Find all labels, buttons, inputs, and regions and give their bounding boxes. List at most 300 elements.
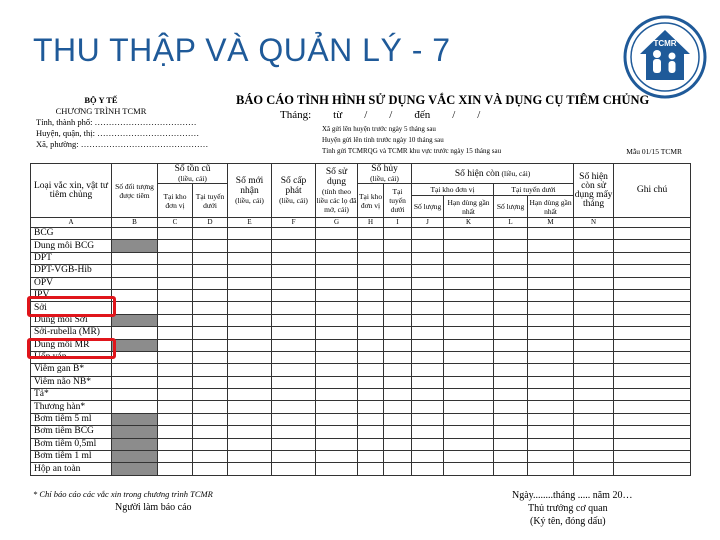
- table-cell: [528, 277, 574, 289]
- vaccine-usage-table: [30, 163, 691, 476]
- table-cell: [158, 302, 193, 314]
- table-cell: [272, 401, 316, 413]
- vaccine-name-cell: Uốn ván: [31, 351, 112, 363]
- col-issued: Số cấp phát (liều, cái): [272, 164, 316, 218]
- table-cell: [316, 277, 358, 289]
- table-cell: [112, 463, 158, 475]
- table-cell: [193, 451, 228, 463]
- col-remarks: Ghi chú: [614, 164, 691, 218]
- logo-text: TCMR: [653, 39, 677, 48]
- vaccine-name-cell: Bơm tiêm 1 ml: [31, 451, 112, 463]
- vaccine-name-cell: Dung môi MR: [31, 339, 112, 351]
- table-cell: [272, 413, 316, 425]
- table-cell: [384, 289, 412, 301]
- table-cell: [158, 339, 193, 351]
- table-cell: [494, 413, 528, 425]
- table-cell: [574, 302, 614, 314]
- table-cell: [316, 240, 358, 252]
- table-cell: [384, 277, 412, 289]
- table-cell: [412, 401, 444, 413]
- col-current-stock: Số hiện còn (liều, cái): [412, 164, 574, 184]
- table-cell: [412, 463, 444, 475]
- table-cell: [272, 327, 316, 339]
- table-row: [31, 327, 691, 339]
- table-cell: [444, 463, 494, 475]
- table-row: [31, 438, 691, 450]
- vaccine-name-cell: Bơm tiêm 0,5ml: [31, 438, 112, 450]
- table-cell: [158, 289, 193, 301]
- vaccine-name-cell: Thương hàn*: [31, 401, 112, 413]
- column-letter: K: [444, 218, 494, 228]
- table-cell: [272, 438, 316, 450]
- table-cell: [444, 351, 494, 363]
- table-cell: [228, 438, 272, 450]
- vaccine-name-cell: Sởi-rubella (MR): [31, 327, 112, 339]
- table-cell: [272, 277, 316, 289]
- vaccine-name-cell: DPT-VGB-Hib: [31, 265, 112, 277]
- table-cell: [384, 265, 412, 277]
- table-cell: [112, 438, 158, 450]
- table-cell: [228, 376, 272, 388]
- table-cell: [494, 228, 528, 240]
- column-letter: M: [528, 218, 574, 228]
- table-cell: [412, 265, 444, 277]
- table-cell: [112, 413, 158, 425]
- table-cell: [193, 364, 228, 376]
- table-cell: [412, 451, 444, 463]
- table-cell: [412, 376, 444, 388]
- table-cell: [158, 228, 193, 240]
- col-current-below: Tại tuyến dưới: [494, 184, 574, 196]
- table-cell: [412, 240, 444, 252]
- column-letter: N: [574, 218, 614, 228]
- table-cell: [494, 451, 528, 463]
- table-cell: [193, 401, 228, 413]
- vaccine-name-cell: Dung môi BCG: [31, 240, 112, 252]
- table-cell: [494, 265, 528, 277]
- table-cell: [614, 376, 691, 388]
- table-cell: [158, 463, 193, 475]
- table-cell: [384, 351, 412, 363]
- table-cell: [358, 364, 384, 376]
- table-cell: [228, 277, 272, 289]
- column-letter: E: [228, 218, 272, 228]
- table-cell: [358, 302, 384, 314]
- table-row: [31, 252, 691, 264]
- table-cell: [444, 339, 494, 351]
- table-row: [31, 339, 691, 351]
- table-cell: [412, 351, 444, 363]
- ministry-label: BỘ Y TẾ: [84, 95, 118, 105]
- table-cell: [112, 252, 158, 264]
- col-quantity: Số lượng: [412, 196, 444, 218]
- table-cell: [316, 327, 358, 339]
- table-row: [31, 314, 691, 326]
- table-cell: [228, 413, 272, 425]
- col-vaccine-type: Loại vắc xin, vật tư tiêm chủng: [31, 164, 112, 218]
- table-cell: [614, 314, 691, 326]
- table-cell: [444, 451, 494, 463]
- vaccine-name-cell: Hộp an toàn: [31, 463, 112, 475]
- table-cell: [158, 265, 193, 277]
- table-cell: [112, 327, 158, 339]
- table-cell: [272, 252, 316, 264]
- column-letter-row: [31, 218, 691, 228]
- preparer-label: Người làm báo cáo: [115, 502, 192, 513]
- table-cell: [158, 277, 193, 289]
- mr-highlight: [27, 338, 116, 359]
- table-cell: [272, 364, 316, 376]
- table-cell: [272, 339, 316, 351]
- table-cell: [316, 265, 358, 277]
- table-cell: [528, 413, 574, 425]
- vaccine-name-cell: Bơm tiêm 5 ml: [31, 413, 112, 425]
- table-cell: [528, 228, 574, 240]
- column-letter: I: [384, 218, 412, 228]
- table-cell: [614, 240, 691, 252]
- table-cell: [316, 463, 358, 475]
- table-row: [31, 401, 691, 413]
- table-cell: [158, 364, 193, 376]
- table-cell: [412, 413, 444, 425]
- table-cell: [412, 389, 444, 401]
- col-current-at-unit: Tại kho đơn vị: [412, 184, 494, 196]
- table-cell: [444, 401, 494, 413]
- col-opening-stock: Số tồn cũ (liều, cái): [158, 164, 228, 184]
- table-cell: [158, 252, 193, 264]
- table-cell: [384, 252, 412, 264]
- table-cell: [528, 426, 574, 438]
- table-cell: [444, 277, 494, 289]
- table-cell: [316, 438, 358, 450]
- table-cell: [112, 277, 158, 289]
- vaccine-name-cell: DPT: [31, 252, 112, 264]
- table-cell: [384, 426, 412, 438]
- table-cell: [614, 228, 691, 240]
- table-cell: [316, 451, 358, 463]
- table-cell: [193, 413, 228, 425]
- table-cell: [494, 277, 528, 289]
- col-opening-below: Tại tuyến dưới: [193, 184, 228, 218]
- table-cell: [614, 289, 691, 301]
- table-cell: [528, 289, 574, 301]
- vaccine-name-cell: Tả*: [31, 389, 112, 401]
- table-cell: [574, 289, 614, 301]
- table-cell: [358, 463, 384, 475]
- province-field: Tỉnh, thành phố: ………………………………: [36, 117, 197, 127]
- table-cell: [193, 240, 228, 252]
- table-cell: [358, 451, 384, 463]
- table-cell: [228, 228, 272, 240]
- table-cell: [574, 228, 614, 240]
- table-cell: [412, 438, 444, 450]
- table-cell: [316, 376, 358, 388]
- col-months-usable: Số hiện còn sử dụng mấy tháng: [574, 164, 614, 218]
- table-cell: [444, 302, 494, 314]
- table-cell: [112, 401, 158, 413]
- footnote: * Chỉ báo cáo các vắc xin trong chương trình TCMR: [33, 489, 213, 499]
- vaccine-name-cell: Viêm gan B*: [31, 364, 112, 376]
- form-number: Mẫu 01/15 TCMR: [626, 147, 682, 156]
- table-cell: [412, 277, 444, 289]
- table-cell: [614, 389, 691, 401]
- table-cell: [316, 364, 358, 376]
- table-cell: [193, 252, 228, 264]
- column-letter: C: [158, 218, 193, 228]
- table-cell: [528, 339, 574, 351]
- table-cell: [193, 376, 228, 388]
- table-cell: [272, 451, 316, 463]
- table-cell: [228, 364, 272, 376]
- table-cell: [193, 389, 228, 401]
- table-cell: [494, 426, 528, 438]
- table-cell: [358, 438, 384, 450]
- table-cell: [444, 376, 494, 388]
- vaccine-name-cell: Viêm não NB*: [31, 376, 112, 388]
- table-cell: [228, 314, 272, 326]
- table-cell: [158, 451, 193, 463]
- reporting-period: Tháng: từ / / đến / /: [280, 109, 481, 121]
- table-cell: [228, 351, 272, 363]
- table-cell: [228, 302, 272, 314]
- table-cell: [272, 240, 316, 252]
- table-cell: [528, 240, 574, 252]
- table-cell: [112, 389, 158, 401]
- table-cell: [384, 451, 412, 463]
- column-letter: F: [272, 218, 316, 228]
- table-cell: [158, 389, 193, 401]
- table-cell: [528, 351, 574, 363]
- table-cell: [384, 463, 412, 475]
- table-cell: [228, 240, 272, 252]
- table-cell: [614, 426, 691, 438]
- table-cell: [272, 426, 316, 438]
- col-quantity-below: Số lượng: [494, 196, 528, 218]
- table-cell: [444, 265, 494, 277]
- table-cell: [193, 426, 228, 438]
- table-cell: [112, 314, 158, 326]
- table-cell: [158, 314, 193, 326]
- table-cell: [574, 389, 614, 401]
- table-cell: [316, 228, 358, 240]
- table-cell: [412, 289, 444, 301]
- table-cell: [316, 351, 358, 363]
- table-cell: [528, 327, 574, 339]
- table-cell: [158, 413, 193, 425]
- table-cell: [614, 438, 691, 450]
- table-cell: [316, 413, 358, 425]
- table-cell: [272, 463, 316, 475]
- table-cell: [528, 438, 574, 450]
- table-cell: [193, 277, 228, 289]
- table-cell: [574, 438, 614, 450]
- table-row: [31, 364, 691, 376]
- table-cell: [528, 265, 574, 277]
- table-cell: [272, 376, 316, 388]
- col-discard-below: Tại tuyến dưới: [384, 184, 412, 218]
- table-row: [31, 389, 691, 401]
- document-issuer: [36, 95, 246, 150]
- table-cell: [358, 277, 384, 289]
- table-cell: [614, 364, 691, 376]
- table-cell: [412, 252, 444, 264]
- table-cell: [412, 339, 444, 351]
- table-cell: [494, 376, 528, 388]
- table-cell: [158, 351, 193, 363]
- table-cell: [444, 240, 494, 252]
- table-cell: [494, 252, 528, 264]
- table-cell: [528, 302, 574, 314]
- table-cell: [384, 302, 412, 314]
- table-cell: [384, 339, 412, 351]
- table-cell: [574, 327, 614, 339]
- table-cell: [158, 426, 193, 438]
- table-row: [31, 426, 691, 438]
- table-cell: [193, 463, 228, 475]
- table-cell: [574, 240, 614, 252]
- table-cell: [494, 240, 528, 252]
- table-cell: [494, 463, 528, 475]
- table-cell: [112, 228, 158, 240]
- table-cell: [444, 413, 494, 425]
- table-cell: [358, 289, 384, 301]
- report-title: BÁO CÁO TÌNH HÌNH SỬ DỤNG VẮC XIN VÀ DỤNG CỤ TIÊM CHỦNG: [236, 93, 650, 107]
- table-cell: [384, 240, 412, 252]
- col-nearest-expiry-below: Hạn dùng gần nhất: [529, 197, 572, 216]
- table-cell: [358, 228, 384, 240]
- col-discarded: Số hủy (liều, cái): [358, 164, 412, 184]
- vaccine-name-cell: Sởi: [31, 302, 112, 314]
- table-cell: [112, 302, 158, 314]
- table-cell: [358, 426, 384, 438]
- vaccine-name-cell: Dung môi Sởi: [31, 314, 112, 326]
- table-cell: [444, 289, 494, 301]
- table-cell: [494, 389, 528, 401]
- table-cell: [412, 228, 444, 240]
- table-cell: [358, 401, 384, 413]
- table-cell: [384, 327, 412, 339]
- column-letter: B: [112, 218, 158, 228]
- table-cell: [412, 302, 444, 314]
- column-letter: A: [31, 218, 112, 228]
- table-cell: [228, 339, 272, 351]
- program-label: CHƯƠNG TRÌNH TCMR: [55, 106, 147, 116]
- table-cell: [614, 401, 691, 413]
- table-cell: [528, 364, 574, 376]
- table-cell: [358, 413, 384, 425]
- table-cell: [358, 327, 384, 339]
- table-cell: [444, 389, 494, 401]
- table-cell: [193, 339, 228, 351]
- table-cell: [193, 289, 228, 301]
- table-cell: [358, 252, 384, 264]
- table-cell: [228, 426, 272, 438]
- table-cell: [444, 426, 494, 438]
- table-cell: [614, 451, 691, 463]
- table-cell: [384, 228, 412, 240]
- table-cell: [412, 426, 444, 438]
- table-cell: [494, 364, 528, 376]
- column-letter: D: [193, 218, 228, 228]
- table-cell: [494, 327, 528, 339]
- table-cell: [358, 339, 384, 351]
- table-cell: [316, 401, 358, 413]
- table-row: [31, 463, 691, 475]
- col-nearest-expiry: Hạn dùng gần nhất: [444, 196, 494, 218]
- table-cell: [358, 351, 384, 363]
- date-line: Ngày........tháng ..... năm 20…: [512, 490, 633, 501]
- table-cell: [384, 413, 412, 425]
- table-cell: [528, 451, 574, 463]
- table-cell: [228, 265, 272, 277]
- table-cell: [494, 351, 528, 363]
- column-letter: J: [412, 218, 444, 228]
- table-cell: [112, 351, 158, 363]
- table-cell: [614, 413, 691, 425]
- table-cell: [494, 339, 528, 351]
- table-row: [31, 240, 691, 252]
- table-cell: [272, 265, 316, 277]
- table-cell: [614, 327, 691, 339]
- table-row: [31, 302, 691, 314]
- table-cell: [112, 265, 158, 277]
- submission-notes: Xã gửi lên huyện trước ngày 5 tháng sau Huyện gửi lên tỉnh trước ngày 10 tháng sau Tỉnh gửi TCMRQG và TCMR khu vực trước ngày 15 tháng sau Mẫu 01/15 TCMR: [322, 125, 682, 156]
- table-row: [31, 451, 691, 463]
- table-cell: [494, 314, 528, 326]
- table-cell: [614, 463, 691, 475]
- col-used: Số sử dụng (tính theo liều các lọ đã mở, cái): [316, 164, 358, 218]
- table-cell: [358, 265, 384, 277]
- table-cell: [528, 389, 574, 401]
- table-cell: [272, 351, 316, 363]
- column-letter: H: [358, 218, 384, 228]
- table-cell: [112, 426, 158, 438]
- col-received: Số mới nhận (liều, cái): [228, 164, 272, 218]
- table-cell: [193, 351, 228, 363]
- table-cell: [316, 252, 358, 264]
- table-cell: [574, 277, 614, 289]
- vaccine-name-cell: IPV: [31, 289, 112, 301]
- table-cell: [228, 401, 272, 413]
- table-cell: [112, 376, 158, 388]
- table-cell: [412, 364, 444, 376]
- table-cell: [228, 252, 272, 264]
- table-cell: [574, 451, 614, 463]
- table-cell: [316, 314, 358, 326]
- column-letter: G: [316, 218, 358, 228]
- vaccine-name-cell: Bơm tiêm BCG: [31, 426, 112, 438]
- table-cell: [272, 302, 316, 314]
- signature-note: (Ký tên, đóng dấu): [530, 516, 606, 527]
- table-row: [31, 228, 691, 240]
- table-cell: [112, 451, 158, 463]
- table-cell: [112, 289, 158, 301]
- table-cell: [614, 252, 691, 264]
- table-cell: [358, 376, 384, 388]
- table-cell: [614, 277, 691, 289]
- col-applicable: Số đối tượng được tiêm: [112, 164, 158, 218]
- table-cell: [444, 364, 494, 376]
- table-cell: [384, 314, 412, 326]
- table-row: [31, 376, 691, 388]
- column-letter: L: [494, 218, 528, 228]
- table-cell: [444, 438, 494, 450]
- table-cell: [494, 302, 528, 314]
- table-cell: [358, 389, 384, 401]
- slide-title: THU THẬP VÀ QUẢN LÝ - 7: [33, 32, 451, 68]
- table-cell: [574, 339, 614, 351]
- table-cell: [444, 252, 494, 264]
